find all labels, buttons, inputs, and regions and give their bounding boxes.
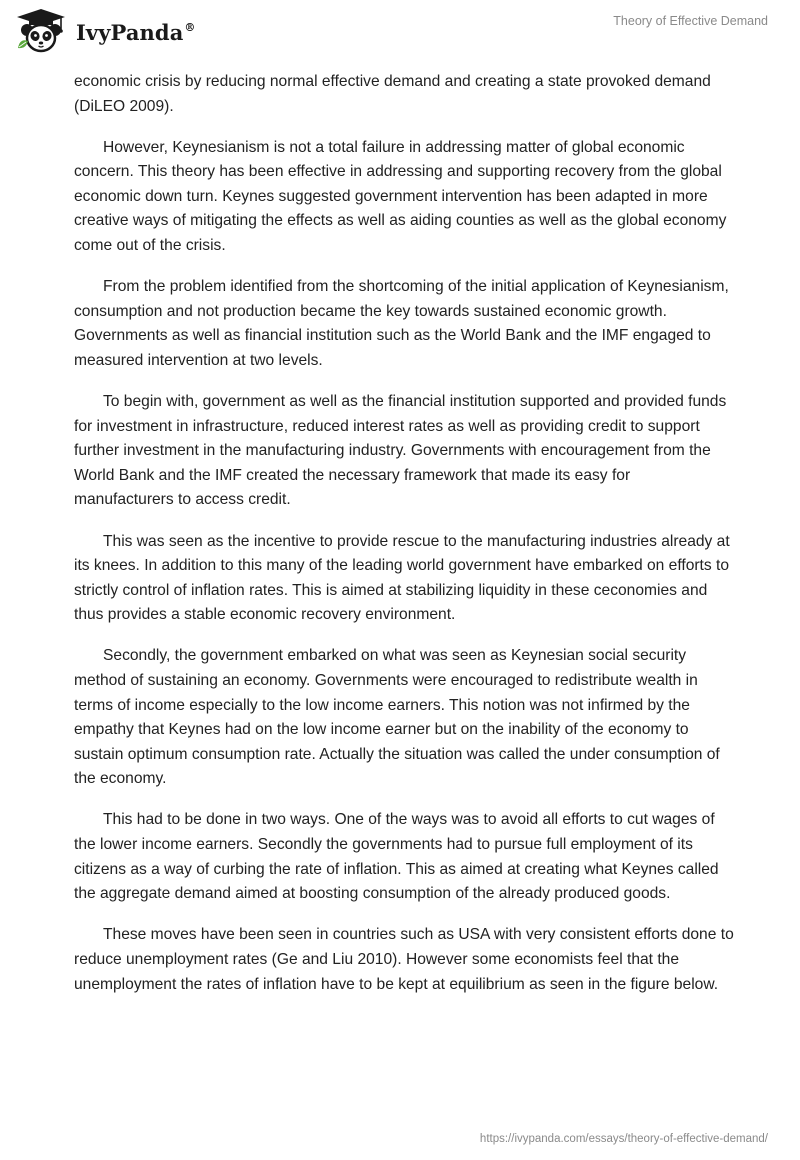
registered-mark: ® [184,20,196,34]
paragraph: From the problem identified from the shortcoming of the initial application of Keynesianism, consumption and not production became the key towards sustained economic growth. Governments as well as financial institution such as the World Bank and the IMF engaged to measured intervention at two levels. [74,278,729,369]
paragraph: This had to be done in two ways. One of the ways was to avoid all efforts to cut wages of the lower income earners. Secondly the governments had to pursue full employment of its citizens as a way of curbing the rate of inflation. This as aimed at creating what Keynes called the aggregate demand aimed at boosting consumption of the already produced goods. [74,811,719,903]
essay-body [74,70,734,1014]
brand-logo[interactable] [14,8,196,54]
paragraph: This was seen as the incentive to provide rescue to the manufacturing industries already at its knees. In addition to this many of the leading world government have embarked on efforts to strictly control of inflation rates. This is aimed at stabilizing liquidity in these ceconomies and thus provides a stable economic recovery environment. [74,532,730,624]
paragraph: To begin with, government as well as the financial institution supported and provided funds for investment in infrastructure, reduced interest rates as well as providing credit to support further investment in the manufacturing industry. Governments with encouragement from the World Bank and the IMF created the necessary framework that made its easy for manufacturers to access credit. [74,393,727,509]
source-url-link[interactable]: https://ivypanda.com/essays/theory-of-effective-demand/ [479,1133,768,1145]
paragraph: economic crisis by reducing normal effective demand and creating a state provoked demand (DiLEO 2009). [74,73,711,115]
document-title: Theory of Effective Demand [613,14,768,28]
panda-graduation-cap-icon [14,8,68,54]
paragraph: Secondly, the government embarked on what was seen as Keynesian social security method of sustaining an economy. Governments were encouraged to redistribute wealth in terms of income especially to the low income earners. This notion was not infirmed by the empathy that Keynes had on the low income earner but on the inability of the economy to sustain optimum consumption rate. Actually the situation was called the under consumption of the economy. [74,647,720,788]
page-header [0,0,800,70]
paragraph: These moves have been seen in countries such as USA with very consistent efforts done to reduce unemployment rates (Ge and Liu 2010). However some economists feel that the unemployment the rates of inflation have to be kept at equilibrium as seen in the figure below. [74,926,734,993]
paragraph: However, Keynesianism is not a total failure in addressing matter of global economic concern. This theory has been effective in addressing and supporting recovery from the global economic down turn. Keynes suggested government intervention has been adapted in more creative ways of mitigating the effects as well as aiding counties as well as the global economy come out of the crisis. [74,138,727,255]
brand-name: IvyPanda® [76,19,196,45]
